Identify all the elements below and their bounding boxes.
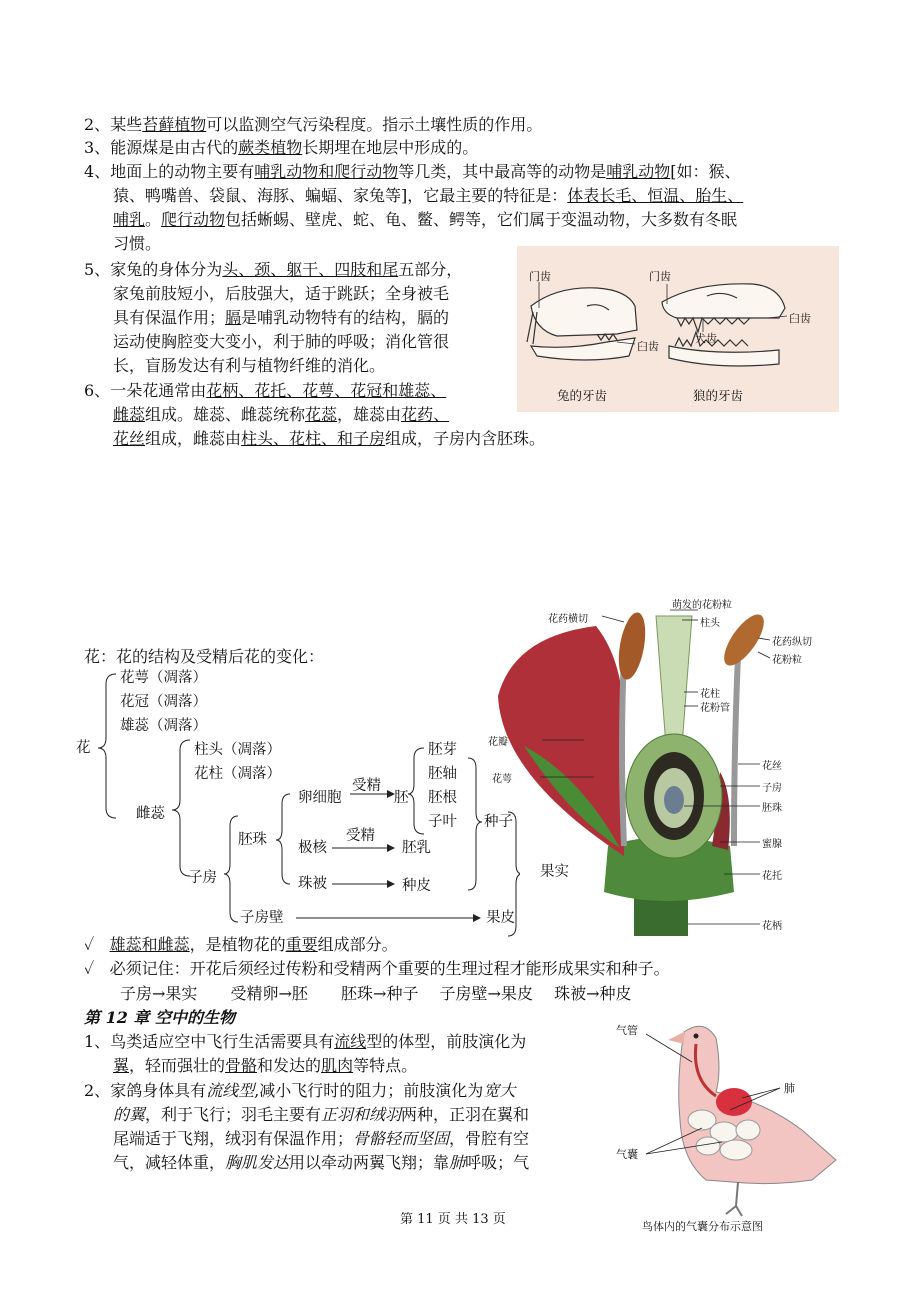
- lung-shape: [716, 1088, 752, 1116]
- para-3: [84, 136, 478, 160]
- text: 可以监测空气污染程度。指示土壤性质的作用。: [206, 115, 543, 134]
- text: 长期埋在地层中形成的。: [302, 138, 479, 157]
- text: 一朵花通常由: [110, 381, 207, 400]
- pedicel-label: 花柄: [762, 921, 782, 932]
- num: 3、: [84, 138, 111, 157]
- num: 2、: [84, 115, 111, 134]
- num: 2、: [84, 1081, 111, 1100]
- text: 地面上的动物主要有: [110, 162, 255, 181]
- brace-ovule: [276, 794, 290, 884]
- tree-pistil: 雌蕊: [136, 806, 165, 822]
- summary-item: 胚珠→种子: [341, 984, 419, 1003]
- stigma-label: 柱头: [700, 618, 720, 629]
- num: 4、: [84, 162, 111, 181]
- key-term: 骨骼: [225, 1056, 258, 1075]
- key-term: 哺乳动物: [606, 162, 671, 181]
- check-line-2: [84, 957, 670, 981]
- brace-seed: [468, 758, 482, 890]
- wolf-canine-label: 犬齿: [695, 332, 717, 345]
- tree-plumule: 胚芽: [428, 742, 457, 758]
- key-term: 花药、: [401, 405, 450, 424]
- key-term: 苔藓植物: [142, 115, 207, 134]
- text: 五部分，: [398, 260, 463, 279]
- brace-ovary: [224, 816, 238, 922]
- brace-pistil: [172, 740, 190, 876]
- para-6-line-1: [84, 379, 446, 403]
- key-term: 雌蕊: [113, 405, 146, 424]
- summary-item: 子房壁→果皮: [439, 984, 533, 1003]
- bird-airsac-figure: [612, 1010, 842, 1238]
- pollen-germ-label: 萌发的花粉粒: [672, 600, 732, 611]
- para-6-line-2: [113, 403, 449, 427]
- tree-radicle: 胚根: [428, 790, 457, 806]
- teeth-figure: [517, 246, 839, 412]
- wolf-skull-icon: [662, 284, 785, 366]
- filament-shape: [734, 656, 738, 846]
- tree-fert1: 受精: [352, 778, 381, 794]
- tree-pericarp: 果皮: [486, 910, 515, 926]
- text: ，是植物花的: [189, 935, 286, 954]
- c1-line-1: [84, 1030, 526, 1054]
- text: 呼吸；气: [465, 1153, 530, 1172]
- key-term: 重要: [285, 935, 318, 954]
- tree-corolla: 花冠（凋落）: [120, 694, 207, 710]
- c2-line-3: [113, 1127, 529, 1151]
- c1-line-2: [113, 1054, 417, 1078]
- pollen-tube-label: 花粉管: [700, 703, 730, 714]
- airsac-label: 气囊: [616, 1148, 638, 1161]
- text: 尾端适于飞翔，绒羽有保温作用；: [113, 1129, 354, 1148]
- key-term: 膈: [225, 308, 242, 327]
- text: 包括蜥蜴、壁虎、蛇、龟、鳖、鳄等，它们属于变温动物，大多数有冬眠: [225, 210, 738, 229]
- text: 能源煤是由古代的: [110, 138, 239, 157]
- summary-row: [120, 982, 631, 1006]
- tree-polar: 极核: [298, 840, 327, 856]
- key-term: 花柄、花托、花萼、花冠和雄蕊、: [206, 381, 447, 400]
- tree-cotyledon: 子叶: [428, 814, 457, 830]
- wolf-molar-label: 臼齿: [789, 312, 811, 325]
- brace-embryo: [408, 748, 424, 834]
- anther-long-shape: [717, 609, 771, 672]
- text: 家兔前肢短小，后肢强大，适于跳跃；全身被毛: [113, 284, 450, 303]
- text: 家兔的身体分为: [110, 260, 223, 279]
- key-term: 流线型: [206, 1081, 255, 1100]
- rabbit-skull-icon: [527, 288, 637, 360]
- tree-stigma: 柱头（凋落）: [194, 742, 281, 758]
- summary-item: 珠被→种皮: [554, 984, 632, 1003]
- key-term: 哺乳动物和爬行动物: [254, 162, 399, 181]
- anther-long-label: 花药纵切: [772, 637, 812, 648]
- para-5-line-2: [113, 282, 449, 306]
- para-2: [84, 113, 542, 137]
- check-icon: ✓: [84, 935, 95, 954]
- style-label: 花柱: [700, 689, 720, 700]
- para-5-line-4: [113, 330, 449, 354]
- ovule-shape: [664, 786, 684, 814]
- key-term: 花蕊: [305, 405, 338, 424]
- tree-integument: 珠被: [298, 876, 327, 892]
- anther-cross-label: 花药横切: [548, 614, 588, 625]
- tree-sepal: 花萼（凋落）: [120, 670, 207, 686]
- text: 具有保温作用；: [113, 308, 226, 327]
- text: 组成部分。: [317, 935, 398, 954]
- check-icon: ✓: [84, 959, 95, 978]
- para-4-line-3: [113, 208, 737, 232]
- tree-ovary-wall: 子房壁: [240, 910, 284, 926]
- wolf-incisor-label: 门齿: [649, 270, 671, 283]
- text: 习惯。: [113, 234, 162, 253]
- chapter-title: 第 12 章 空中的生物: [84, 1008, 235, 1027]
- text: ，利于飞行；羽毛主要有: [145, 1105, 322, 1124]
- key-term: 肌肉: [321, 1056, 354, 1075]
- text: 是哺乳动物特有的结构，膈的: [241, 308, 450, 327]
- para-6-line-3: [113, 427, 545, 451]
- text: 等特点。: [353, 1056, 418, 1075]
- key-term: 头、颈、躯干、四肢和尾: [222, 260, 399, 279]
- tree-root: 花: [76, 740, 91, 756]
- para-5-line-3: [113, 306, 449, 330]
- para-5-line-1: [84, 258, 462, 282]
- c2-line-1: [84, 1079, 515, 1103]
- para-4-line-4: [113, 232, 161, 256]
- summary-item: 子房→果实: [120, 984, 198, 1003]
- key-term: 翼: [113, 1056, 130, 1075]
- para-4-line-2: [113, 184, 743, 208]
- key-term: 胸肌发达: [225, 1153, 290, 1172]
- key-term: 体表长毛、恒温、胎生、: [567, 186, 744, 205]
- page-footer: 第 11 页 共 13 页: [400, 1212, 506, 1227]
- bird-figure-caption: 鸟体内的气囊分布示意图: [642, 1220, 763, 1233]
- text: 必须记住：开花后须经过传粉和受精两个重要的生理过程才能形成果实和种子。: [109, 959, 670, 978]
- nectary-label: 蜜腺: [762, 839, 782, 850]
- tree-seedcoat: 种皮: [402, 878, 431, 894]
- tree-fert2: 受精: [346, 828, 375, 844]
- key-term: 爬行动物: [161, 210, 226, 229]
- style-shape: [656, 616, 692, 746]
- tree-embryo: 胚: [394, 790, 409, 806]
- tree-hypocotyl: 胚轴: [428, 766, 457, 782]
- brace-flower: [98, 674, 116, 818]
- ovule-label: 胚珠: [762, 803, 782, 814]
- key-term: 流线: [334, 1032, 367, 1051]
- sepal-label: 花萼: [492, 774, 512, 785]
- text: 运动使胸腔变大变小，利于肺的呼吸；消化管很: [113, 332, 450, 351]
- text: 和发达的: [257, 1056, 322, 1075]
- lung-label: 肺: [784, 1082, 795, 1095]
- text: 两种，正羽在翼和: [401, 1105, 530, 1124]
- text: 猿、鸭嘴兽、袋鼠、海豚、蝙蝠、家兔等]，它最主要的特征是：: [113, 186, 568, 205]
- para-4-line-1: [84, 160, 741, 184]
- key-term: 雄蕊和雌蕊: [109, 935, 190, 954]
- petal-label: 花瓣: [488, 737, 508, 748]
- text: 。: [145, 210, 162, 229]
- key-term: 正羽和绒羽: [321, 1105, 402, 1124]
- c2-line-2: [113, 1103, 529, 1127]
- key-term: 骨骼轻而坚固: [353, 1129, 450, 1148]
- text: 鸟类适应空中飞行生活需要具有: [110, 1032, 335, 1051]
- num: 6、: [84, 381, 111, 400]
- text: 某些: [110, 115, 143, 134]
- flower-structure-figure: [484, 596, 810, 936]
- summary-item: 受精卵→胚: [230, 984, 308, 1003]
- text: 家鸽身体具有: [110, 1081, 207, 1100]
- text: 组成。雄蕊、雌蕊统称: [145, 405, 306, 424]
- text: [如：猴、: [670, 162, 741, 181]
- key-term: 蕨类植物: [238, 138, 303, 157]
- wolf-teeth-caption: 狼的牙齿: [693, 388, 744, 403]
- key-term: 宽大: [483, 1081, 516, 1100]
- tree-heading: 花：花的结构及受精后花的变化：: [84, 647, 325, 666]
- tree-seed: 种子: [484, 814, 513, 830]
- tree-egg: 卵细胞: [298, 790, 342, 806]
- rabbit-molar-label: 臼齿: [637, 340, 659, 353]
- tree-ovary: 子房: [188, 870, 217, 886]
- ovary-label: 子房: [762, 783, 782, 794]
- bird-body-icon: [679, 1026, 836, 1183]
- text: 长，盲肠发达有利与植物纤维的消化。: [113, 356, 386, 375]
- text: 用以牵动两翼飞翔；靠: [289, 1153, 450, 1172]
- text: 气，减轻体重，: [113, 1153, 226, 1172]
- c2-line-4: [113, 1151, 529, 1175]
- filament-label: 花丝: [762, 761, 782, 772]
- receptacle-label: 花托: [762, 871, 782, 882]
- tree-stamen: 雄蕊（凋落）: [120, 718, 207, 734]
- bird-leg-icon: [726, 1182, 742, 1216]
- tree-ovule: 胚珠: [238, 832, 267, 848]
- text: 组成，雌蕊由: [145, 429, 242, 448]
- trachea-label: 气管: [616, 1024, 638, 1037]
- num: 1、: [84, 1032, 111, 1051]
- tree-endosperm: 胚乳: [402, 840, 431, 856]
- key-term: 花丝: [113, 429, 146, 448]
- text: 等几类，其中最高等的动物是: [398, 162, 607, 181]
- key-term: 哺乳: [113, 210, 146, 229]
- bird-drawing: [612, 1010, 842, 1238]
- key-term: 柱头、花柱、和子房: [241, 429, 386, 448]
- para-5-line-5: [113, 354, 385, 378]
- text: ，骨腔有空: [449, 1129, 530, 1148]
- text: ，雄蕊由: [337, 405, 402, 424]
- text: 组成，子房内含胚珠。: [385, 429, 546, 448]
- key-term: 的翼: [113, 1105, 146, 1124]
- tree-fruit: 果实: [540, 864, 569, 880]
- rabbit-incisor-label: 门齿: [529, 270, 551, 283]
- pollen-label: 花粉粒: [772, 655, 802, 666]
- key-term: 肺: [449, 1153, 466, 1172]
- text: ，轻而强壮的: [129, 1056, 226, 1075]
- check-line-1: [84, 933, 398, 957]
- tree-style: 花柱（凋落）: [194, 766, 281, 782]
- rabbit-teeth-caption: 兔的牙齿: [557, 388, 608, 403]
- num: 5、: [84, 260, 111, 279]
- text: 型的体型，前肢演化为: [366, 1032, 527, 1051]
- text: ,减小飞行时的阻力；前肢演化为: [254, 1081, 484, 1100]
